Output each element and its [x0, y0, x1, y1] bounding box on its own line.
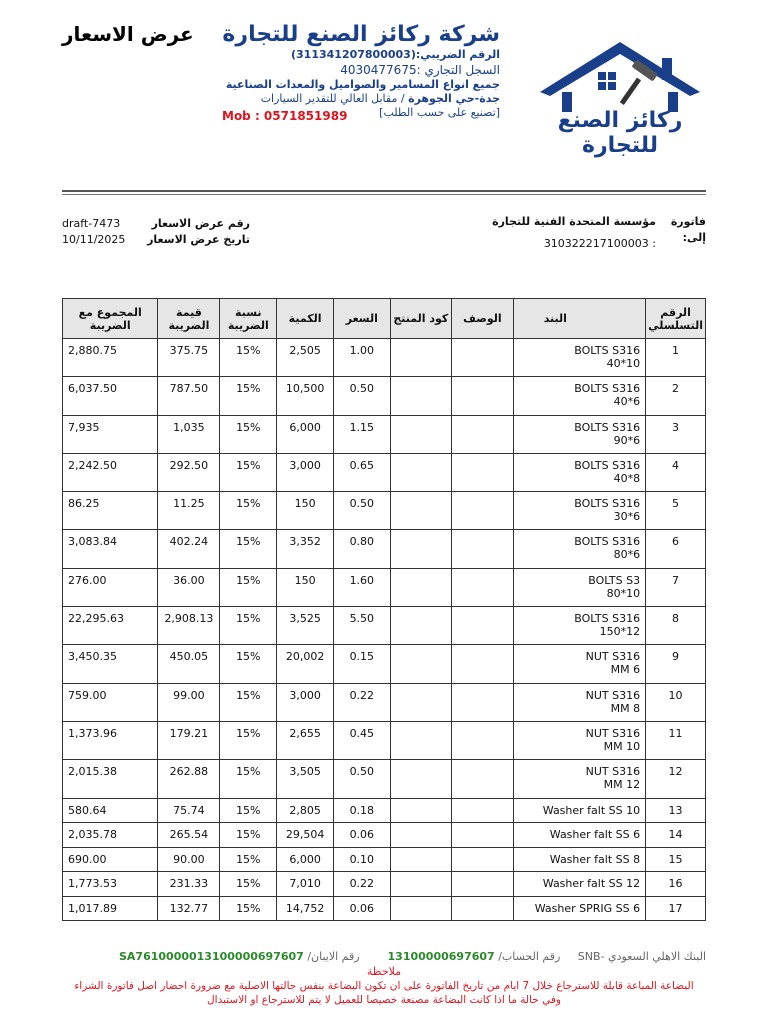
- quote-title: عرض الاسعار: [62, 22, 194, 46]
- cell-serial: 14: [646, 823, 706, 848]
- header-divider: [62, 190, 706, 192]
- cell-product-code: [390, 823, 451, 848]
- cell-total: 2,035.78: [63, 823, 158, 848]
- notes-title: ملاحظة: [366, 965, 402, 978]
- cell-description: [452, 645, 514, 683]
- header-description: الوصف: [452, 299, 514, 339]
- cell-item: [513, 607, 645, 645]
- cell-total: 3,083.84: [63, 530, 158, 568]
- table-header-row: [63, 299, 706, 339]
- cell-item: [513, 872, 645, 897]
- cell-product-code: [390, 453, 451, 491]
- cell-price: 0.50: [334, 492, 391, 530]
- table-row: [63, 823, 706, 848]
- quote-number-label: رقم عرض الاسعار: [151, 217, 250, 230]
- cell-price: 0.50: [334, 760, 391, 798]
- cell-tax-rate: 15%: [220, 721, 277, 759]
- cell-quantity: 14,752: [277, 896, 334, 921]
- cell-item: [513, 683, 645, 721]
- return-policy-notes: [62, 979, 706, 1007]
- cell-tax-value: 262.88: [158, 760, 220, 798]
- cell-description: [452, 530, 514, 568]
- cell-quantity: 3,525: [277, 607, 334, 645]
- cell-quantity: 3,505: [277, 760, 334, 798]
- cell-description: [452, 683, 514, 721]
- cell-item: [513, 721, 645, 759]
- cell-serial: 13: [646, 798, 706, 823]
- cell-tax-rate: 15%: [220, 847, 277, 872]
- table-row: [63, 453, 706, 491]
- cell-total: 276.00: [63, 568, 158, 606]
- cell-serial: 11: [646, 721, 706, 759]
- cell-quantity: 3,000: [277, 453, 334, 491]
- cell-item: [513, 847, 645, 872]
- cell-serial: 5: [646, 492, 706, 530]
- cell-serial: 2: [646, 377, 706, 415]
- cell-serial: 16: [646, 872, 706, 897]
- cell-tax-rate: 15%: [220, 607, 277, 645]
- header-tax-value: قيمة الضريبة: [158, 299, 220, 339]
- header-item: البند: [513, 299, 645, 339]
- cell-tax-rate: 15%: [220, 453, 277, 491]
- item-size: 30*6: [613, 510, 641, 524]
- cell-quantity: 7,010: [277, 872, 334, 897]
- cell-description: [452, 377, 514, 415]
- cell-product-code: [390, 377, 451, 415]
- cell-serial: 12: [646, 760, 706, 798]
- cell-product-code: [390, 530, 451, 568]
- table-row: [63, 683, 706, 721]
- cell-tax-rate: 15%: [220, 645, 277, 683]
- cell-price: 0.06: [334, 896, 391, 921]
- cell-serial: 8: [646, 607, 706, 645]
- cell-serial: 17: [646, 896, 706, 921]
- header-tax-rate: نسبة الضريبة: [220, 299, 277, 339]
- cell-item: [513, 492, 645, 530]
- table-row: [63, 872, 706, 897]
- cell-quantity: 6,000: [277, 847, 334, 872]
- cell-price: 0.22: [334, 872, 391, 897]
- cell-product-code: [390, 847, 451, 872]
- cell-serial: 6: [646, 530, 706, 568]
- header-divider-thin: [62, 194, 706, 195]
- cell-quantity: 20,002: [277, 645, 334, 683]
- address-landmark: / مقابل العالي للتقدير السيارات: [260, 92, 405, 105]
- quote-date-label: تاريخ عرض الاسعار: [147, 233, 250, 246]
- cell-description: [452, 760, 514, 798]
- cell-total: 580.64: [63, 798, 158, 823]
- cell-tax-value: 402.24: [158, 530, 220, 568]
- cell-description: [452, 872, 514, 897]
- cell-tax-rate: 15%: [220, 568, 277, 606]
- cell-product-code: [390, 721, 451, 759]
- item-size: MM 6: [610, 663, 641, 677]
- address-city: جدة-حي الجوهرة: [408, 92, 500, 105]
- cell-tax-value: 75.74: [158, 798, 220, 823]
- table-row: [63, 721, 706, 759]
- table-row: [63, 607, 706, 645]
- quote-date: 10/11/2025: [62, 233, 126, 246]
- table-row: [63, 530, 706, 568]
- cell-description: [452, 568, 514, 606]
- table-row: [63, 896, 706, 921]
- return-policy-line-2: وفي حالة ما اذا كانت البضاعة مصنعة خصيصا للعميل لا يتم للاسترجاع او الاستبدال: [207, 994, 561, 1006]
- item-name: BOLTS S316: [574, 420, 641, 434]
- item-name: Washer falt SS 8: [549, 852, 641, 866]
- custom-order-note: [تصنيع على حسب الطلب]: [379, 106, 500, 119]
- cell-total: 7,935: [63, 415, 158, 453]
- cell-product-code: [390, 415, 451, 453]
- cell-tax-rate: 15%: [220, 339, 277, 377]
- cell-quantity: 2,655: [277, 721, 334, 759]
- item-name: BOLTS S316: [574, 344, 641, 357]
- cell-total: 3,450.35: [63, 645, 158, 683]
- commercial-register: السجل التجاري :4030477675: [340, 63, 500, 77]
- item-name: BOLTS S3: [588, 573, 641, 587]
- cell-tax-value: 787.50: [158, 377, 220, 415]
- cell-price: 1.15: [334, 415, 391, 453]
- cell-serial: 9: [646, 645, 706, 683]
- mobile-number: Mob : 0571851989: [222, 109, 348, 123]
- cell-quantity: 150: [277, 568, 334, 606]
- item-name: BOLTS S316: [574, 612, 641, 626]
- cell-item: [513, 823, 645, 848]
- quote-meta-values: [62, 216, 142, 248]
- bank-details: [62, 950, 706, 963]
- cell-total: 2,880.75: [63, 339, 158, 377]
- cell-tax-rate: 15%: [220, 530, 277, 568]
- iban-number: SA7610000013100000697607: [118, 950, 304, 963]
- cell-total: 86.25: [63, 492, 158, 530]
- table-row: [63, 760, 706, 798]
- company-name: شركة ركائز الصنع للتجارة: [222, 22, 500, 47]
- cell-quantity: 10,500: [277, 377, 334, 415]
- cell-price: 0.10: [334, 847, 391, 872]
- cell-product-code: [390, 798, 451, 823]
- cell-description: [452, 453, 514, 491]
- company-address: [200, 92, 500, 106]
- cell-total: 1,773.53: [63, 872, 158, 897]
- item-name: Washer falt SS 12: [542, 877, 641, 891]
- table-row: [63, 645, 706, 683]
- cell-item: [513, 339, 645, 377]
- cell-tax-value: 11.25: [158, 492, 220, 530]
- table-row: [63, 798, 706, 823]
- cell-tax-value: 132.77: [158, 896, 220, 921]
- cell-price: 1.00: [334, 339, 391, 377]
- cell-description: [452, 415, 514, 453]
- item-size: 80*6: [613, 548, 641, 562]
- cell-item: [513, 415, 645, 453]
- cell-item: [513, 453, 645, 491]
- company-info: [200, 22, 500, 120]
- company-activity: جميع انواع المسامير والصواميل والمعدات الصناعية: [225, 78, 500, 91]
- item-name: NUT S316: [585, 765, 641, 779]
- header-price: السعر: [334, 299, 391, 339]
- item-name: BOLTS S316: [574, 458, 641, 472]
- bank-name: البنك الاهلي السعودي -SNB: [577, 950, 706, 963]
- item-name: Washer SPRIG SS 6: [534, 901, 641, 915]
- cell-item: [513, 530, 645, 568]
- cell-product-code: [390, 760, 451, 798]
- item-name: NUT S316: [585, 726, 641, 740]
- cell-product-code: [390, 683, 451, 721]
- cell-serial: 3: [646, 415, 706, 453]
- invoice-to-label: فاتورة إلى:: [670, 215, 706, 244]
- cell-quantity: 29,504: [277, 823, 334, 848]
- cell-price: 0.80: [334, 530, 391, 568]
- table-row: [63, 847, 706, 872]
- cell-tax-value: 231.33: [158, 872, 220, 897]
- cell-product-code: [390, 568, 451, 606]
- header-total: المجموع مع الضريبة: [63, 299, 158, 339]
- item-size: 40*10: [606, 357, 641, 370]
- return-policy-line-1: البضاعة المباعة قابلة للاسترجاع خلال 7 ايام من تاريخ الفاتورة على ان تكون البضاعة بنفس حالتها الاصلية مع ضرورة احضار اصل فاتورة الشراء: [74, 980, 694, 992]
- quote-meta-labels: [140, 216, 250, 248]
- cell-total: 1,373.96: [63, 721, 158, 759]
- company-tax-number: الرقم الضريبي:(311341207800003): [290, 48, 500, 61]
- cell-price: 0.22: [334, 683, 391, 721]
- cell-product-code: [390, 607, 451, 645]
- table-row: [63, 339, 706, 377]
- item-name: NUT S316: [585, 650, 641, 664]
- cell-item: [513, 896, 645, 921]
- cell-tax-value: 265.54: [158, 823, 220, 848]
- cell-price: 0.18: [334, 798, 391, 823]
- cell-tax-value: 1,035: [158, 415, 220, 453]
- cell-total: 6,037.50: [63, 377, 158, 415]
- cell-description: [452, 896, 514, 921]
- item-name: Washer falt SS 6: [549, 828, 641, 842]
- header-product-code: كود المنتج: [390, 299, 451, 339]
- cell-price: 0.65: [334, 453, 391, 491]
- cell-tax-value: 375.75: [158, 339, 220, 377]
- cell-price: 1.60: [334, 568, 391, 606]
- item-size: 40*6: [613, 395, 641, 409]
- cell-tax-rate: 15%: [220, 798, 277, 823]
- cell-tax-rate: 15%: [220, 896, 277, 921]
- cell-tax-value: 99.00: [158, 683, 220, 721]
- cell-description: [452, 339, 514, 377]
- cell-total: 759.00: [63, 683, 158, 721]
- quote-number: draft-7473: [62, 217, 121, 230]
- cell-total: 2,015.38: [63, 760, 158, 798]
- cell-product-code: [390, 872, 451, 897]
- table-row: [63, 415, 706, 453]
- cell-price: 0.15: [334, 645, 391, 683]
- cell-item: [513, 798, 645, 823]
- table-row: [63, 568, 706, 606]
- cell-product-code: [390, 492, 451, 530]
- cell-description: [452, 798, 514, 823]
- item-size: 40*8: [613, 471, 641, 485]
- cell-tax-rate: 15%: [220, 492, 277, 530]
- cell-item: [513, 645, 645, 683]
- cell-serial: 10: [646, 683, 706, 721]
- item-size: MM 8: [610, 701, 641, 715]
- cell-tax-value: 450.05: [158, 645, 220, 683]
- item-size: 150*12: [599, 625, 641, 639]
- item-name: BOLTS S316: [574, 535, 641, 549]
- cell-description: [452, 721, 514, 759]
- item-name: Washer falt SS 10: [542, 803, 641, 817]
- item-size: 90*6: [613, 433, 641, 447]
- cell-description: [452, 492, 514, 530]
- cell-tax-value: 2,908.13: [158, 607, 220, 645]
- item-size: MM 10: [603, 739, 641, 753]
- cell-description: [452, 823, 514, 848]
- cell-quantity: 6,000: [277, 415, 334, 453]
- cell-serial: 4: [646, 453, 706, 491]
- cell-tax-rate: 15%: [220, 377, 277, 415]
- item-name: BOLTS S316: [574, 497, 641, 511]
- customer-tax-number: 310322217100003 :: [543, 237, 656, 250]
- logo-text: ركائز الصنع للتجارة: [557, 108, 683, 158]
- cell-serial: 15: [646, 847, 706, 872]
- cell-total: 22,295.63: [63, 607, 158, 645]
- cell-tax-rate: 15%: [220, 872, 277, 897]
- cell-product-code: [390, 645, 451, 683]
- cell-description: [452, 847, 514, 872]
- cell-price: 5.50: [334, 607, 391, 645]
- cell-quantity: 2,805: [277, 798, 334, 823]
- cell-price: 0.06: [334, 823, 391, 848]
- cell-tax-value: 292.50: [158, 453, 220, 491]
- item-size: MM 12: [603, 778, 641, 792]
- cell-quantity: 150: [277, 492, 334, 530]
- account-number: 13100000697607: [387, 950, 495, 963]
- cell-product-code: [390, 896, 451, 921]
- cell-tax-rate: 15%: [220, 760, 277, 798]
- cell-item: [513, 568, 645, 606]
- cell-product-code: [390, 339, 451, 377]
- cell-tax-value: 179.21: [158, 721, 220, 759]
- cell-quantity: 3,000: [277, 683, 334, 721]
- account-label: رقم الحساب/: [498, 950, 561, 963]
- item-name: BOLTS S316: [574, 382, 641, 396]
- cell-total: 1,017.89: [63, 896, 158, 921]
- header-quantity: الكمية: [277, 299, 334, 339]
- table-row: [63, 377, 706, 415]
- cell-tax-rate: 15%: [220, 415, 277, 453]
- cell-total: 690.00: [63, 847, 158, 872]
- cell-tax-value: 90.00: [158, 847, 220, 872]
- cell-serial: 1: [646, 339, 706, 377]
- cell-total: 2,242.50: [63, 453, 158, 491]
- cell-price: 0.45: [334, 721, 391, 759]
- cell-serial: 7: [646, 568, 706, 606]
- items-table: [62, 298, 706, 921]
- header-serial: الرقم التسلسلي: [646, 299, 706, 339]
- cell-item: [513, 377, 645, 415]
- table-row: [63, 492, 706, 530]
- cell-item: [513, 760, 645, 798]
- iban-label: رقم الايبان/: [307, 950, 360, 963]
- cell-tax-rate: 15%: [220, 823, 277, 848]
- cell-tax-rate: 15%: [220, 683, 277, 721]
- item-size: 80*10: [606, 586, 641, 600]
- cell-price: 0.50: [334, 377, 391, 415]
- cell-tax-value: 36.00: [158, 568, 220, 606]
- item-name: NUT S316: [585, 688, 641, 702]
- customer-name: مؤسسة المتحدة الفنية للتجارة: [492, 215, 656, 228]
- cell-quantity: 2,505: [277, 339, 334, 377]
- cell-description: [452, 607, 514, 645]
- cell-quantity: 3,352: [277, 530, 334, 568]
